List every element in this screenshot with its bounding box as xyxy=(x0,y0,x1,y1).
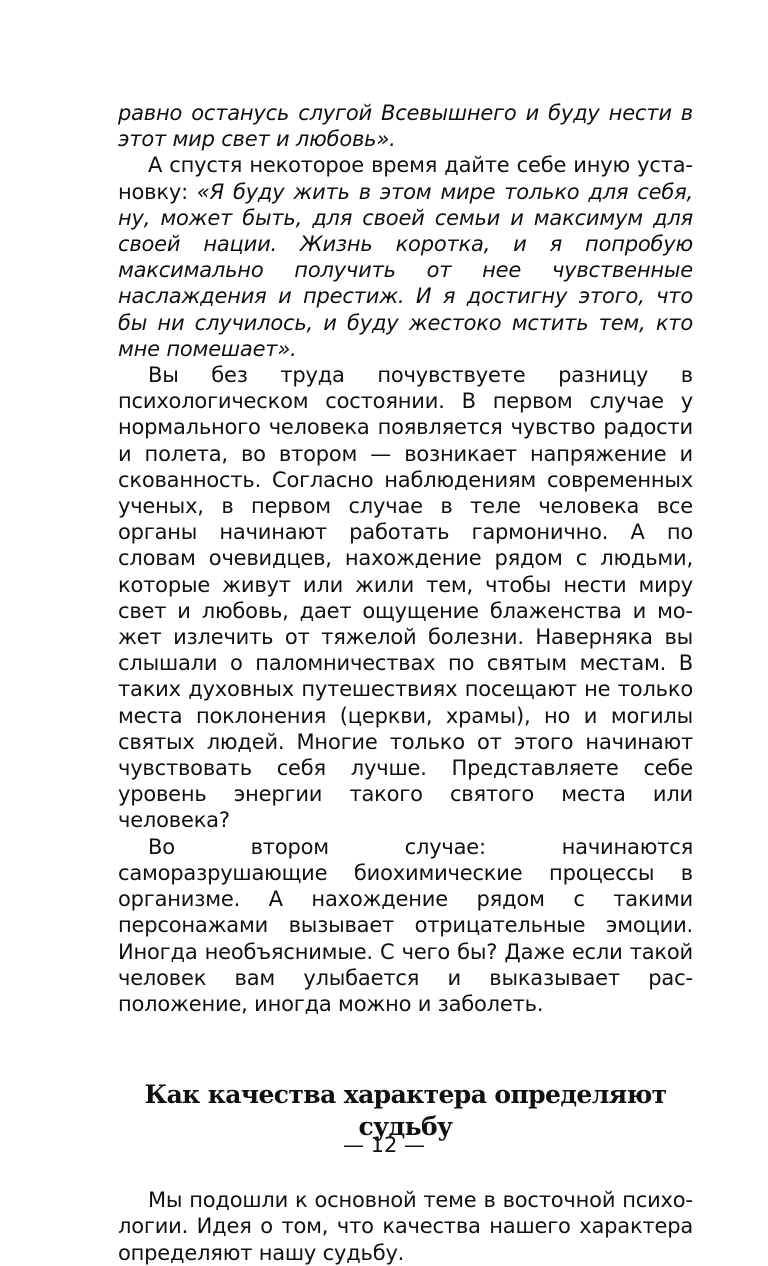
italic-run: равно останусь слугой Всевышнего и буду нести в этот мир свет и любовь». xyxy=(118,101,693,152)
text-run: Во втором случае: начинаются саморазрушающие биохимические процессы в организме. А нахождение рядом с такими персонажами вызывает отрицательные эмоции. Иногда необъяснимые. С чего бы? Даже если такой человек вам улыбается и выказывает расположение, иногда можно и заболеть. xyxy=(118,834,693,1016)
page-body xyxy=(118,100,693,1266)
page-number: — 12 — xyxy=(342,1133,426,1157)
paragraph-3 xyxy=(118,362,693,834)
paragraph-2 xyxy=(118,152,693,362)
paragraph-4 xyxy=(118,834,693,1017)
paragraph-1 xyxy=(118,100,693,152)
paragraph-5 xyxy=(118,1187,693,1266)
italic-quote: «Я буду жить в этом мире только для себя, ну, может быть, для своей семьи и максимум для своей нации. Жизнь коротка, и я попробую максимально получить от нее чувственные наслаждения и престиж. И я достигну этого, что бы ни случилось, и буду жестоко мстить тем, кто мне помешает». xyxy=(118,179,693,361)
section-heading: Как качества характера определяют судьбу xyxy=(144,1080,667,1142)
text-run: Мы подошли к основной теме в восточной психологии. Идея о том, что качества нашего характера определяют нашу судьбу. xyxy=(118,1188,693,1265)
text-run: А спустя некоторое время дайте себе иную установку: xyxy=(118,153,693,204)
text-run: Вы без труда почувствуете разницу в психологическом состоянии. В первом случае у нормального человека появляется чувство радости и полета, во втором — возникает напряжение и скованность. Согласно наблюдениям современных ученых, в первом случае в теле человека все органы начинают работать гармонично. А по словам очевидцев, нахождение рядом с людьми, которые живут или жили тем, чтобы нести миру свет и любовь, дает ощущение блаженства и может излечить от тяжелой болезни. Наверняка вы слышали о паломничествах по святым местам. В таких духовных путешествиях посещают не только места поклонения (церкви, храмы), но и могилы святых людей. Многие только от этого начинают чувствовать себя лучше. Представляете себе уровень энергии такого святого места или человека? xyxy=(118,363,693,833)
